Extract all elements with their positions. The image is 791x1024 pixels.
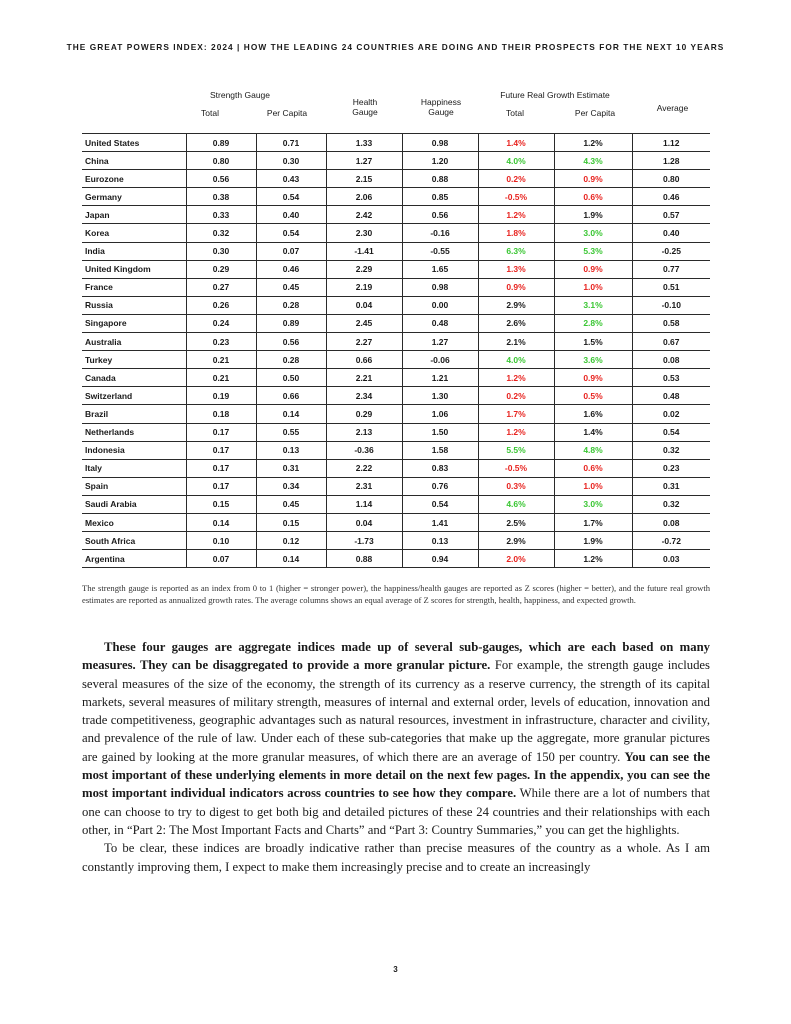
running-header: THE GREAT POWERS INDEX: 2024 | HOW THE LEADING 24 COUNTRIES ARE DOING AND THEIR PROSPECTS FOR THE NEXT 10 YEARS [66,42,725,52]
cell-gp: 1.9% [554,206,632,224]
cell-hp: 1.20 [402,152,478,170]
cell-h: -0.36 [326,441,402,459]
table-footnote: The strength gauge is reported as an index from 0 to 1 (higher = stronger power), the happiness/health gauges are reported as Z scores (higher = better), and the future real growth estimates are reported as annualized growth rates. The average columns shows an equal average of Z scores for strength, health, happiness, and expected growth. [82,583,710,605]
cell-gp: 4.8% [554,441,632,459]
cell-avg: 0.53 [632,369,710,387]
table-row [82,296,710,314]
cell-gt: -0.5% [478,459,554,477]
cell-sp: 0.54 [256,224,326,242]
cell-h: 2.45 [326,314,402,332]
table-row [82,387,710,405]
table-row [82,441,710,459]
cell-gt: 1.7% [478,405,554,423]
cell-gt: 2.6% [478,314,554,332]
cell-country: Mexico [82,513,186,531]
cell-sp: 0.50 [256,369,326,387]
cell-hp: 0.88 [402,170,478,188]
cell-gp: 1.5% [554,333,632,351]
table-row [82,170,710,188]
cell-avg: 0.57 [632,206,710,224]
p1-text-2: While there are a lot of numbers that one can choose to try to digest to get both big and detailed pictures of these 24 countries and their relationships with each other, in “Part 2: The Most Important Facts and Charts” and “Part 3: Country Summaries,” you can get the highlights. [82,786,710,837]
table-row [82,513,710,531]
cell-gt: 6.3% [478,242,554,260]
cell-gt: 1.2% [478,423,554,441]
cell-avg: 0.08 [632,351,710,369]
growth-estimate-heading: Future Real Growth Estimate [500,90,610,100]
cell-hp: -0.06 [402,351,478,369]
cell-sp: 0.28 [256,351,326,369]
table-row [82,278,710,296]
cell-h: 2.42 [326,206,402,224]
table-row [82,134,710,152]
cell-h: -1.73 [326,532,402,550]
cell-country: Germany [82,188,186,206]
cell-st: 0.38 [186,188,256,206]
cell-avg: 0.31 [632,477,710,495]
cell-gt: 1.3% [478,260,554,278]
cell-gp: 1.2% [554,550,632,568]
col-growth-total: Total [506,108,524,118]
cell-st: 0.89 [186,134,256,152]
cell-country: Korea [82,224,186,242]
table-row [82,260,710,278]
p1-bold-1: These four gauges are aggregate indices made up of several sub-gauges, which are each based on many measures. They can be disaggregated to provide a more granular picture. [82,640,710,673]
cell-st: 0.14 [186,513,256,531]
cell-gp: 0.6% [554,188,632,206]
cell-country: Australia [82,333,186,351]
cell-sp: 0.71 [256,134,326,152]
cell-avg: 0.58 [632,314,710,332]
cell-sp: 0.66 [256,387,326,405]
cell-gt: 1.2% [478,206,554,224]
cell-h: 2.13 [326,423,402,441]
cell-sp: 0.31 [256,459,326,477]
cell-hp: 0.56 [402,206,478,224]
cell-avg: 0.08 [632,513,710,531]
cell-avg: -0.25 [632,242,710,260]
table-row [82,188,710,206]
cell-avg: 0.67 [632,333,710,351]
table-row [82,351,710,369]
cell-country: Indonesia [82,441,186,459]
cell-sp: 0.30 [256,152,326,170]
cell-sp: 0.45 [256,278,326,296]
col-health-line2: Gauge [352,107,378,117]
cell-avg: -0.72 [632,532,710,550]
cell-gp: 0.9% [554,369,632,387]
cell-hp: 0.98 [402,134,478,152]
cell-hp: 1.27 [402,333,478,351]
cell-hp: -0.16 [402,224,478,242]
cell-gt: 4.0% [478,351,554,369]
cell-sp: 0.14 [256,550,326,568]
cell-h: 2.31 [326,477,402,495]
col-happiness-line1: Happiness [420,97,462,107]
cell-sp: 0.55 [256,423,326,441]
table-row [82,152,710,170]
cell-gt: 1.8% [478,224,554,242]
cell-gt: 2.9% [478,296,554,314]
cell-avg: 0.40 [632,224,710,242]
cell-gp: 1.6% [554,405,632,423]
cell-gt: 4.0% [478,152,554,170]
cell-country: Russia [82,296,186,314]
cell-sp: 0.14 [256,405,326,423]
cell-gp: 0.5% [554,387,632,405]
cell-sp: 0.54 [256,188,326,206]
cell-hp: 0.00 [402,296,478,314]
cell-h: 2.06 [326,188,402,206]
cell-st: 0.17 [186,423,256,441]
col-average: Average [656,103,689,113]
cell-st: 0.21 [186,351,256,369]
cell-gt: 0.2% [478,387,554,405]
cell-st: 0.30 [186,242,256,260]
cell-h: 2.27 [326,333,402,351]
strength-gauge-heading: Strength Gauge [209,90,270,100]
cell-gp: 1.4% [554,423,632,441]
cell-sp: 0.89 [256,314,326,332]
cell-st: 0.17 [186,441,256,459]
cell-avg: 0.46 [632,188,710,206]
cell-gp: 0.9% [554,170,632,188]
cell-hp: 0.98 [402,278,478,296]
cell-country: Spain [82,477,186,495]
cell-country: Canada [82,369,186,387]
cell-hp: 0.76 [402,477,478,495]
cell-avg: 0.77 [632,260,710,278]
cell-st: 0.32 [186,224,256,242]
cell-h: 1.33 [326,134,402,152]
cell-st: 0.33 [186,206,256,224]
cell-hp: 0.85 [402,188,478,206]
cell-hp: 1.21 [402,369,478,387]
cell-country: South Africa [82,532,186,550]
cell-st: 0.17 [186,459,256,477]
cell-h: 0.66 [326,351,402,369]
cell-h: 0.04 [326,296,402,314]
cell-gt: 0.3% [478,477,554,495]
cell-gp: 0.9% [554,260,632,278]
table-row [82,242,710,260]
cell-hp: 0.13 [402,532,478,550]
cell-gt: 1.4% [478,134,554,152]
cell-gp: 2.8% [554,314,632,332]
cell-hp: 0.94 [402,550,478,568]
table-row [82,333,710,351]
cell-h: 2.34 [326,387,402,405]
cell-hp: 1.50 [402,423,478,441]
cell-hp: 1.06 [402,405,478,423]
cell-gp: 1.2% [554,134,632,152]
cell-st: 0.15 [186,495,256,513]
col-strength-total: Total [201,108,219,118]
cell-gt: 2.5% [478,513,554,531]
cell-st: 0.21 [186,369,256,387]
table-row [82,314,710,332]
cell-gt: 1.2% [478,369,554,387]
col-strength-per-capita: Per Capita [266,108,308,118]
cell-avg: 0.32 [632,495,710,513]
cell-sp: 0.45 [256,495,326,513]
great-powers-table [82,133,710,568]
cell-avg: 0.54 [632,423,710,441]
cell-st: 0.27 [186,278,256,296]
cell-hp: 0.83 [402,459,478,477]
cell-avg: 0.80 [632,170,710,188]
p1-bold-2: You can see the most important of these underlying elements in more detail on the next few pages. In the appendix, you can see the most important individual indicators across countries to see how they compare. [82,749,710,801]
cell-gt: 0.9% [478,278,554,296]
cell-gt: 2.0% [478,550,554,568]
cell-h: 1.27 [326,152,402,170]
cell-country: India [82,242,186,260]
cell-country: China [82,152,186,170]
cell-st: 0.07 [186,550,256,568]
table-row [82,532,710,550]
cell-avg: 0.51 [632,278,710,296]
table-row [82,224,710,242]
cell-h: -1.41 [326,242,402,260]
col-health [330,97,400,117]
cell-gt: 0.2% [478,170,554,188]
cell-avg: -0.10 [632,296,710,314]
cell-h: 2.30 [326,224,402,242]
cell-st: 0.80 [186,152,256,170]
cell-h: 0.04 [326,513,402,531]
cell-country: Switzerland [82,387,186,405]
cell-sp: 0.07 [256,242,326,260]
cell-gp: 0.6% [554,459,632,477]
cell-gp: 3.0% [554,224,632,242]
cell-country: Brazil [82,405,186,423]
cell-st: 0.26 [186,296,256,314]
cell-country: France [82,278,186,296]
cell-sp: 0.46 [256,260,326,278]
cell-st: 0.10 [186,532,256,550]
cell-st: 0.24 [186,314,256,332]
cell-avg: 0.32 [632,441,710,459]
cell-country: United States [82,134,186,152]
cell-hp: -0.55 [402,242,478,260]
table-row [82,477,710,495]
cell-gp: 3.1% [554,296,632,314]
cell-st: 0.56 [186,170,256,188]
cell-sp: 0.34 [256,477,326,495]
cell-h: 2.21 [326,369,402,387]
cell-hp: 1.58 [402,441,478,459]
p1-text-1: For example, the strength gauge includes several measures of the size of the economy, the strength of its currency as a reserve currency, the strength of its capital markets, several measures of military strength, measures of internal and external order, levels of education, innovation and trade competitiveness, geographic advantages such as natural resources, investment in infrastructure, character and civility, and prevalence of the rule of law. Under each of these sub-categories that make up the aggregate, more granular pictures are gained by looking at the more granular measures, of which there are an average of 150 per country. [82,658,710,764]
cell-country: Turkey [82,351,186,369]
cell-country: Italy [82,459,186,477]
cell-country: Argentina [82,550,186,568]
cell-gp: 3.6% [554,351,632,369]
cell-gp: 1.0% [554,278,632,296]
cell-gt: 2.9% [478,532,554,550]
cell-hp: 1.65 [402,260,478,278]
paragraph-1 [82,638,710,839]
col-happiness-line2: Gauge [428,107,454,117]
cell-st: 0.19 [186,387,256,405]
table-row [82,459,710,477]
cell-gp: 5.3% [554,242,632,260]
cell-avg: 1.28 [632,152,710,170]
col-growth-per-capita: Per Capita [574,108,616,118]
cell-gt: -0.5% [478,188,554,206]
cell-h: 2.19 [326,278,402,296]
table-row [82,495,710,513]
cell-country: Japan [82,206,186,224]
cell-country: Eurozone [82,170,186,188]
cell-hp: 1.41 [402,513,478,531]
cell-country: Netherlands [82,423,186,441]
cell-hp: 0.54 [402,495,478,513]
cell-st: 0.17 [186,477,256,495]
page-number: 3 [393,965,398,974]
cell-st: 0.18 [186,405,256,423]
cell-sp: 0.13 [256,441,326,459]
cell-st: 0.29 [186,260,256,278]
cell-gt: 5.5% [478,441,554,459]
table-row [82,550,710,568]
cell-sp: 0.43 [256,170,326,188]
cell-hp: 0.48 [402,314,478,332]
cell-sp: 0.56 [256,333,326,351]
cell-gt: 2.1% [478,333,554,351]
paragraph-2: To be clear, these indices are broadly indicative rather than precise measures of the country as a whole. As I am constantly improving them, I expect to make them increasingly precise and to create an increasingly [82,841,710,874]
cell-hp: 1.30 [402,387,478,405]
cell-gt: 4.6% [478,495,554,513]
cell-h: 2.29 [326,260,402,278]
cell-sp: 0.12 [256,532,326,550]
table-row [82,405,710,423]
cell-gp: 1.9% [554,532,632,550]
cell-gp: 3.0% [554,495,632,513]
cell-h: 0.88 [326,550,402,568]
cell-country: Singapore [82,314,186,332]
table-row [82,423,710,441]
cell-avg: 0.23 [632,459,710,477]
cell-gp: 1.7% [554,513,632,531]
cell-avg: 0.02 [632,405,710,423]
cell-st: 0.23 [186,333,256,351]
body-text [82,638,710,876]
cell-h: 0.29 [326,405,402,423]
cell-h: 2.15 [326,170,402,188]
table-row [82,369,710,387]
cell-gp: 4.3% [554,152,632,170]
cell-avg: 1.12 [632,134,710,152]
cell-h: 1.14 [326,495,402,513]
col-health-line1: Health [352,97,378,107]
cell-country: United Kingdom [82,260,186,278]
cell-sp: 0.40 [256,206,326,224]
col-happiness [406,97,476,117]
cell-h: 2.22 [326,459,402,477]
cell-avg: 0.03 [632,550,710,568]
cell-gp: 1.0% [554,477,632,495]
cell-avg: 0.48 [632,387,710,405]
cell-sp: 0.28 [256,296,326,314]
cell-country: Saudi Arabia [82,495,186,513]
table-row [82,206,710,224]
cell-sp: 0.15 [256,513,326,531]
